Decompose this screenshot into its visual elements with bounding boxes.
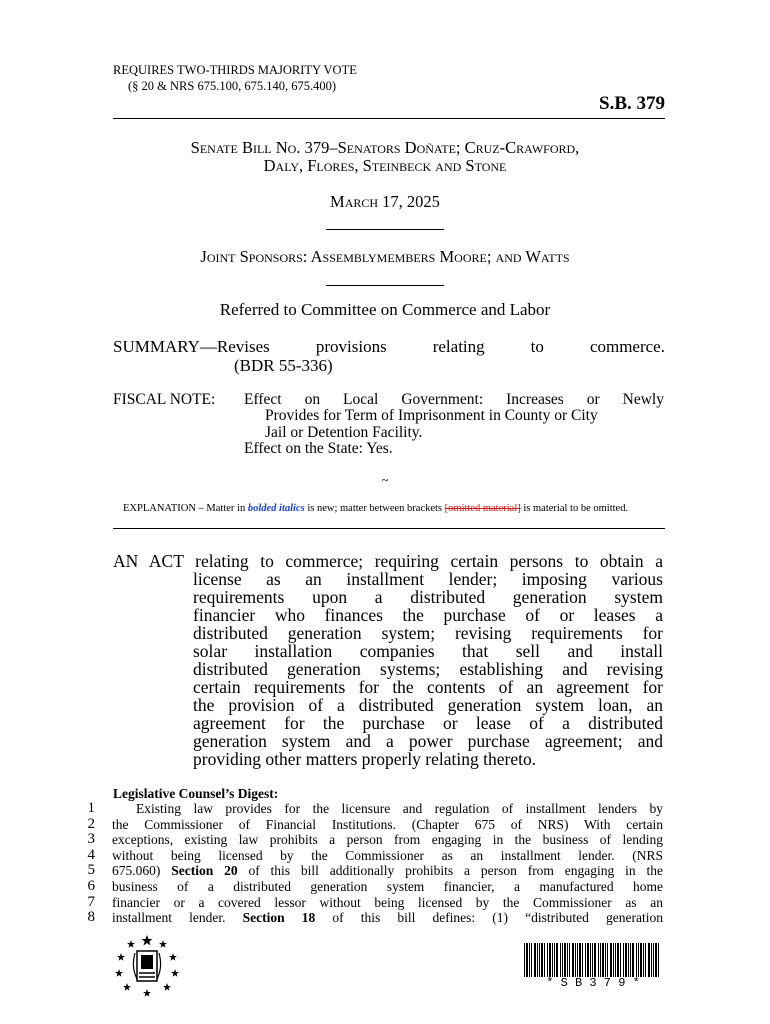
state-seal-logo (113, 933, 181, 999)
summary-line (113, 337, 665, 357)
explanation-middle: is new; matter between brackets (307, 503, 443, 514)
act-line: the provision of a distributed generation system loan, an (193, 695, 663, 715)
act-line: certain requirements for the contents of an agreement for (193, 677, 663, 697)
sponsors-rule (0, 273, 770, 291)
act-line: license as an installment lender; imposing various (193, 569, 663, 589)
joint-sponsors: Joint Sponsors: Assemblymembers Moore; and Watts (200, 247, 570, 266)
date-rule (0, 217, 770, 235)
barcode (523, 943, 663, 977)
summary-word: relating (432, 337, 485, 356)
fiscal-state: Effect on the State: Yes. (244, 440, 393, 457)
summary-word: to (530, 337, 544, 356)
explanation-prefix: EXPLANATION – Matter in (123, 503, 246, 514)
line-number: 2 (87, 815, 95, 832)
barcode-text: * S B 3 7 9 * (546, 976, 640, 990)
digest-body (112, 801, 663, 926)
explanation-new-sample: bolded italics (247, 503, 305, 514)
fiscal-local-line-2: Provides for Term of Imprisonment in County or City (265, 407, 598, 424)
bill-date: March 17, 2025 (330, 192, 440, 211)
statute-references: (§ 20 & NRS 675.100, 675.140, 675.400) (128, 79, 336, 93)
act-lead: AN ACT relating to commerce; requiring certain persons to obtain a (113, 551, 663, 571)
act-line: generation system and a power purchase agreement; and (193, 731, 663, 751)
line-number: 5 (87, 862, 95, 879)
bill-title-line-1: Senate Bill No. 379–Senators Doñate; Cruz-Crawford, (190, 138, 580, 157)
explanation-divider (113, 528, 665, 529)
vote-requirement: REQUIRES TWO-THIRDS MAJORITY VOTE (113, 63, 357, 77)
line-number: 3 (87, 831, 95, 848)
bill-number: S.B. 379 (599, 93, 665, 114)
act-line: distributed generation systems; establishing and revising (193, 659, 663, 679)
digest-line: installment lender. Section 18 of this bill defines: (1) “distributed generation (112, 910, 663, 926)
digest-line: business of a distributed generation system financier, a manufactured home (112, 878, 663, 894)
fiscal-local-line-3: Jail or Detention Facility. (265, 424, 423, 441)
line-number: 8 (87, 909, 95, 926)
act-body (193, 570, 663, 768)
act-line: distributed generation system; revising requirements for (193, 623, 663, 643)
summary-word: provisions (315, 337, 387, 356)
tilde-separator: ~ (381, 472, 389, 487)
committee-referral: Referred to Committee on Commerce and Labor (219, 300, 551, 319)
summary-label: SUMMARY—Revises (113, 337, 270, 356)
fiscal-note-label: FISCAL NOTE: (113, 391, 216, 408)
act-line: financier who finances the purchase of or leases a (193, 605, 663, 625)
line-number: 1 (87, 800, 95, 816)
line-number: 7 (87, 893, 95, 910)
fiscal-local-line-1: Effect on Local Government: Increases or Newly (244, 391, 664, 408)
explanation-suffix: is material to be omitted. (523, 503, 629, 514)
digest-line: without being licensed by the Commissioner as an installment lender. (NRS (112, 847, 663, 863)
act-line: requirements upon a distributed generation system (193, 587, 663, 607)
line-number: 4 (87, 846, 95, 863)
digest-line: 675.060) Section 20 of this bill additionally prohibits a person from engaging in the (112, 863, 663, 879)
digest-line: exceptions, existing law prohibits a person from engaging in the business of lending (112, 832, 663, 848)
bdr-number: (BDR 55-336) (234, 356, 333, 375)
explanation (123, 503, 628, 514)
line-number: 6 (87, 877, 95, 894)
explanation-omitted-sample: [omitted material] (444, 503, 521, 514)
digest-line: financier or a covered lessor without being licensed by the Commissioner as an (112, 894, 663, 910)
digest-line: the Commissioner of Financial Institutions. (Chapter 675 of NRS) With certain (112, 816, 663, 832)
bill-title-line-2: Daly, Flores, Steinbeck and Stone (263, 156, 507, 175)
digest-line: Existing law provides for the licensure and regulation of installment lenders by (136, 801, 663, 816)
line-numbers (75, 801, 95, 926)
digest-heading: Legislative Counsel’s Digest: (113, 786, 279, 801)
act-line: solar installation companies that sell and install (193, 641, 663, 661)
header-divider (113, 118, 665, 119)
summary-word: commerce. (589, 337, 665, 356)
act-line: agreement for the purchase or lease of a distributed (193, 713, 663, 733)
act-line: providing other matters properly relating thereto. (193, 749, 537, 769)
